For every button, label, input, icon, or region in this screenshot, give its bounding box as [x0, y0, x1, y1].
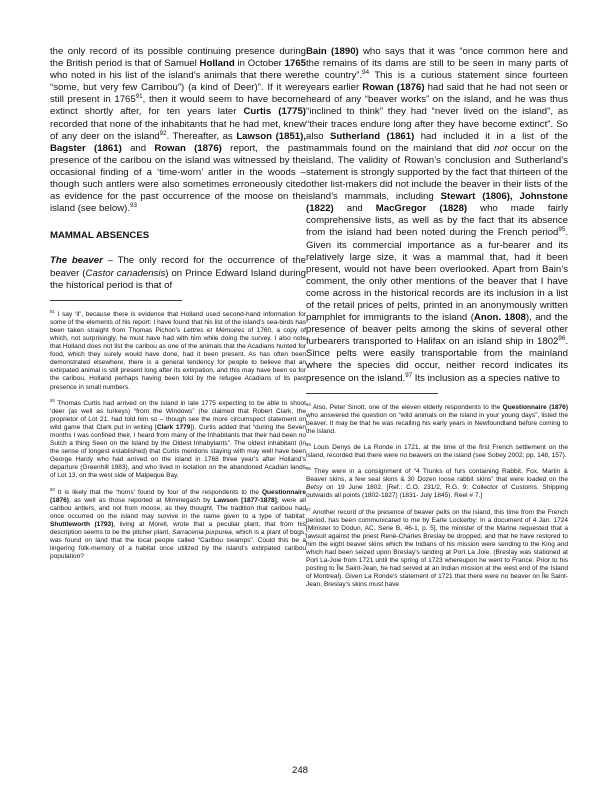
right-paragraph-1: Bain (1890) who says that it was “once common here and the remains of its dams are still to be seen in many parts of the country”.$^{94}$ This is a curious statement since fourteen years earlier Rowan (1876) had said that he had not seen or heard of any “beaver works” on the island, and he was thus “inclined to think” they had “never lived on the island”, as “their traces endure long after they have become extinct”. So also Sutherland (1861) had included it in a list of the mammals found on the mainland that did not occur on the island. The validity of Rowan’s conclusion and Sutherland’s statement is strongly supported by the fact that thirteen of the other list-makers did not include the beaver in their lists of the island’s mammals, including Stewart (1806), Johnstone (1822) and MacGregor (1828) who made fairly comprehensive lists, as well as by the fact that its absence from the island had been noted during the French period$^{95}$. Given its commercial importance as a fur-bearer and its relatively large size, it was a mammal that, had it been present, would not have been overlooked. Apart from Bain’s comment, the only other mentions of the beaver that I have come across in the historical records are its inclusion in a list of the retail prices of pelts, printed in an anonymously written pamphlet for immigrants to the island (Anon. 1808), and the presence of beaver pelts among the skins of several other furbearers transported to Halifax on an island ship in 1802$^{96}$. Since pelts were easily transportable from the mainland where the species did occur, neither record indicates its presence on the island.$^{97}$ Its inclusion as a species native to: [306, 46, 569, 384]
bold-text: Questionnaire (1876): [502, 403, 569, 411]
footnote-92: $^{92}$ Thomas Curtis had arrived on the island in late 1775 expecting to be able to shoot ‘deer (as well as turkeys) “from the Windows” (he claimed that Robert Clark, the proprietor of Lot 21, had told him so – though see the more circumspect statement on wild game that Clark put in writing [Clark 1779]). Curtis added that “during the Seven months I was confined their, I heard from many of the Inhabitants that their had been no Sutch a thing Seen on the Island by the Oldest Inhabytants”. The oldest inhabitant (in the sense of longest established) that Curtis mentions staying with may well have been George Hardy who had arrived on the island in 1768 three year’s after Holland’s departure (Greenhill 1983), and who lived in isolation on the abandoned Acadian lands of Lot 13, on the west side of Malpeque Bay.: [50, 397, 306, 480]
left-paragraph-1: the only record of its possible continuing presence during the British period is that of Samuel Holland in October 1765 who noted in his list of the island’s animals that there were “some, but very few Carribou”) (a kind of Deer)”. If it were still present in 1765$^{91}$, then it would seem to have become extinct shortly after, for ten years later Curtis (1775) recorded that none of the inhabitants that he had met, knew of any deer on the island$^{92}$. Thereafter, as Lawson (1851), Bagster (1861) and Rowan (1876) report, the past presence of the caribou on the island was witnessed by the occasional finding of a ‘time-worn’ antler in the woods – though such antlers were also sometimes erroneously cited as evidence for the past occurrence of the moose on the island (see below).$^{93}$: [50, 46, 306, 215]
left-footnotes: [50, 308, 307, 562]
bold-italic-text: The beaver: [50, 255, 103, 267]
bold-text: Curtis (1775): [243, 106, 306, 118]
bold-text: Anon. 1808: [473, 312, 526, 324]
footnote-marker: 91: [50, 308, 55, 314]
italic-text: Sarracenia purpurea: [172, 529, 232, 537]
footnote-96: $^{96}$ They were in a consignment of “4 Trunks of furs containing Rabbit, Fox, Martin & Beaver skins, a few seal skins & 30 Dozen loose rabbit skins” that were loaded on the Betsy on 19 June 1802. [Ref.: C.O. 231/2, R.G. 9: Collector of Customs. Shipping outwards all points (1802-1827) (1831- July 1845). Reel # 7.]: [306, 466, 568, 500]
footnote-97: $^{97}$ Another record of the presence of beaver pelts on the island, this time from the French period, has been communicated to me by Earle Lockerby: In a document of 4 Jan. 1724 [Minister to Dodun, AC, Serie B, 46-1, p. 5], the minister of the Marine requested that a lawsuit against the priest René-Charles Breslay be dropped, and that he have restored to him the eight beaver skins which the Indians of his mission were sending to the King and which had been seized upon Breslay’s landing at Port La Joie. (Breslay was stationed at Port La-Joie from 1721 until the spring of 1723 whereupon he went to France. Prior to his posting to Île Saint-Jean, he had served at an Indian mission at the west end of the Island of Montreal). Given La Ronde’s statement of 1721 that there were no beaver on Île Saint-Jean, Breslay’s skins must have: [306, 506, 568, 589]
bold-text: Bain (1890): [306, 46, 359, 57]
bold-text: Rowan (1876): [154, 142, 222, 154]
bold-text: Lawson (1851),: [236, 130, 306, 142]
footnote-marker: 94: [306, 401, 311, 407]
page-number: 248: [291, 765, 308, 776]
bold-text: Lawson [1877-1878]: [213, 496, 277, 504]
footnote-91: $^{91}$ I say ‘if’, because there is evidence that Holland used second-hand information for some of the elements of his report: I have found that his list of the island’s sea-birds has been taken straight from Thomas Pichon’s Lettres et Mémoires of 1760, a copy of which, not surprisingly, he must have had with him while doing the survey. I also note that Holland does not list the caribou as one of the animals that the Acadians hunted for food, which they surely would have done, had it been present. As has often been demonstrated elsewhere, there is a general tendency for people to believe that an extirpated animal is still present long after its extirpation, and this may have been so for the caribou, Holland perhaps having been told by the refugee Acadians of its past presence in small numbers.: [50, 308, 306, 391]
footnote-marker: 93: [130, 202, 137, 210]
footnote-93: $^{93}$ It is likely that the ‘horns’ found by four of the respondents to the Questionnaire (1876), as well as those reported at Miminegash by Lawson [1877-1878], were all caribou antlers, and not from moose, as they thought. The tradition that caribou had once occurred on the island may survive in the name given to a type of habitat: Shuttleworth (1793), living at Morell, wrote that a peculiar plant, that from his description seems to be the pitcher plant, Sarracenia purpurea, which is a plant of bogs, was found on land that the local people called “Caribou swamps”. Could this be a lingering folk-memory of a habitat once utilized by the island’s extirpated caribou population?: [50, 486, 307, 561]
footnote-rule: [306, 393, 438, 394]
footnote-marker: 92: [159, 129, 167, 137]
bold-text: Shuttleworth (1793): [50, 520, 114, 528]
footnote-marker: 92: [50, 397, 55, 403]
bold-text: MacGregor (1828): [375, 203, 468, 215]
footnote-rule: [50, 300, 182, 301]
section-heading: MAMMAL ABSENCES: [50, 230, 150, 242]
bold-text: 1765: [284, 58, 306, 70]
footnote-marker: 97: [306, 506, 311, 512]
footnote-marker: 95: [306, 441, 311, 447]
italic-text: not: [494, 142, 508, 154]
bold-text: Sutherland (1861): [330, 130, 415, 142]
italic-text: Castor canadensis: [85, 267, 166, 279]
footnote-94: $^{94}$ Also, Peter Sinott, one of the eleven elderly respondents to the Questionnaire (1876) who answered the question on “wild animals on the island in your young days”, listed the beaver. It may be that he was recalling his early years in Newfoundland before coming to the island.: [306, 401, 569, 435]
bold-text: Stewart (1806), Johnstone (1822): [306, 191, 568, 215]
bold-text: Questionnaire (1876): [50, 488, 306, 504]
left-paragraph-2: The beaver – The only record for the occurrence of the beaver (Castor canadensis) on Prince Edward Island during the historical period is that of: [50, 255, 306, 291]
footnote-marker: 91: [135, 93, 143, 101]
right-column: [306, 46, 568, 598]
bold-text: Rowan (1876): [362, 82, 425, 94]
left-column: [50, 46, 306, 569]
footnote-marker: 95: [558, 226, 566, 234]
footnote-marker: 94: [362, 69, 370, 76]
footnote-marker: 93: [50, 486, 55, 492]
right-footnotes: [306, 401, 569, 590]
bold-text: Clark 1779: [156, 423, 191, 431]
italic-text: Betsy: [306, 484, 323, 492]
footnote-marker: 96: [306, 466, 311, 472]
italic-text: Lettres et Mémoires: [183, 326, 245, 334]
bold-text: Holland: [199, 58, 235, 70]
bold-text: Bagster (1861): [50, 142, 122, 154]
footnote-marker: 97: [405, 371, 413, 379]
footnote-95: $^{95}$ Louis Denys de La Ronde in 1721, at the time of the first French settlement on the island, recorded that there were no beavers on the island (see Sobey 2002; pp. 148, 157).: [306, 441, 568, 460]
footnote-marker: 96: [558, 335, 566, 343]
